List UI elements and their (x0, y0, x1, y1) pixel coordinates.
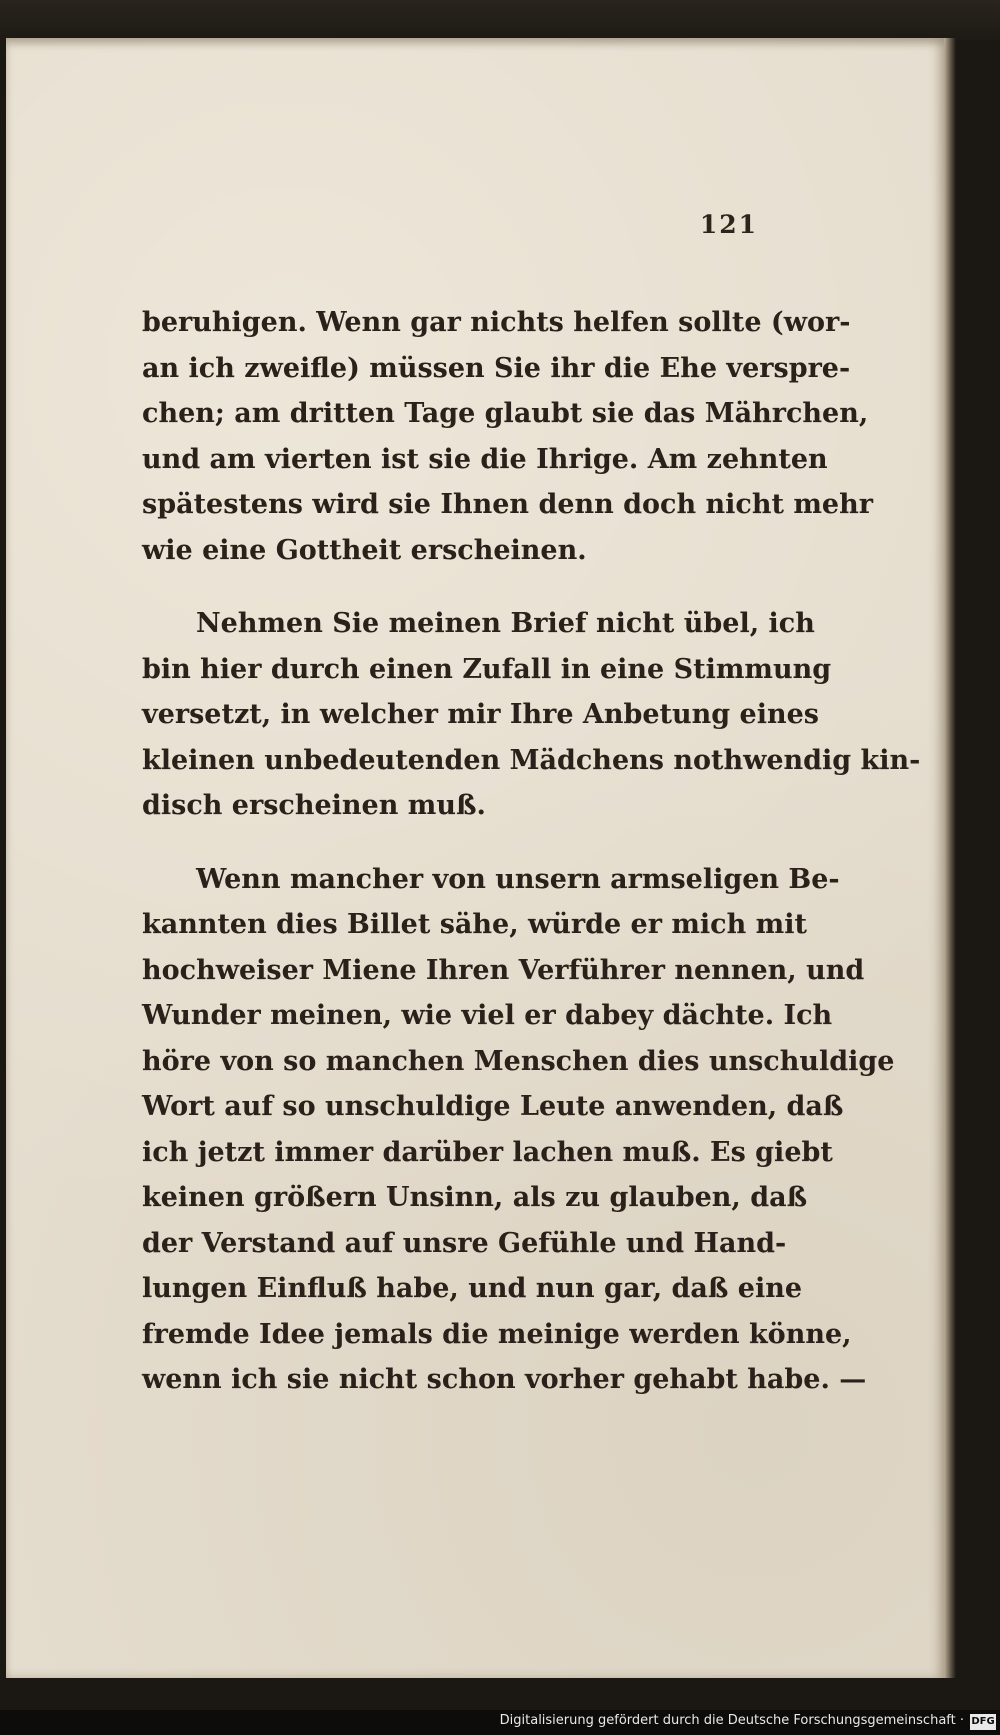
text-line: hochweiser Miene Ihren Verführer nennen, und (142, 954, 865, 986)
text-line: fremde Idee jemals die meinige werden könne, (142, 1318, 852, 1350)
text-line: höre von so manchen Menschen dies unschuldige (142, 1045, 895, 1077)
body-text (142, 300, 921, 1431)
paragraph-3 (142, 857, 895, 1403)
funding-credit: Digitalisierung gefördert durch die Deutsche Forschungsgemeinschaft · (499, 1713, 964, 1728)
text-line: der Verstand auf unsre Gefühle und Hand- (142, 1227, 787, 1259)
text-line: Wunder meinen, wie viel er dabey dächte. Ich (142, 1000, 833, 1031)
text-line: und am vierten ist sie die Ihrige. Am zehnten (142, 443, 828, 475)
text-line: keinen größern Unsinn, als zu glauben, daß (142, 1182, 808, 1213)
text-line: wie eine Gottheit erscheinen. (142, 534, 587, 566)
text-line: Wort auf so unschuldige Leute anwenden, daß (142, 1091, 844, 1122)
dfg-logo-icon: DFG (970, 1714, 996, 1730)
text-line: Wenn mancher von unsern armseligen Be- (196, 863, 840, 895)
page-edge-shadow (944, 38, 956, 1678)
text-line: bin hier durch einen Zufall in eine Stimmung (142, 653, 832, 685)
page-number: 121 (699, 210, 758, 239)
text-line: beruhigen. Wenn gar nichts helfen sollte (wor- (142, 307, 851, 338)
scan-background-top (0, 0, 1000, 40)
text-line: kannten dies Billet sähe, würde er mich mit (142, 909, 807, 940)
text-line: ich jetzt immer darüber lachen muß. Es giebt (142, 1136, 833, 1168)
text-line: spätestens wird sie Ihnen denn doch nicht mehr (142, 489, 873, 520)
text-line: Nehmen Sie meinen Brief nicht übel, ich (196, 608, 815, 639)
text-line: versetzt, in welcher mir Ihre Anbetung eines (142, 699, 819, 730)
text-line: lungen Einfluß habe, und nun gar, daß eine (142, 1273, 803, 1304)
digitization-footer (0, 1710, 1000, 1735)
book-page (6, 38, 944, 1678)
paragraph-1 (142, 300, 873, 573)
text-line: an ich zweifle) müssen Sie ihr die Ehe verspre- (142, 352, 851, 384)
text-line: kleinen unbedeutenden Mädchens nothwendig kin- (142, 744, 921, 776)
paragraph-2 (142, 601, 921, 829)
text-line: chen; am dritten Tage glaubt sie das Mährchen, (142, 398, 869, 429)
text-line: disch erscheinen muß. (142, 790, 486, 821)
text-line: wenn ich sie nicht schon vorher gehabt habe. — (142, 1364, 867, 1395)
